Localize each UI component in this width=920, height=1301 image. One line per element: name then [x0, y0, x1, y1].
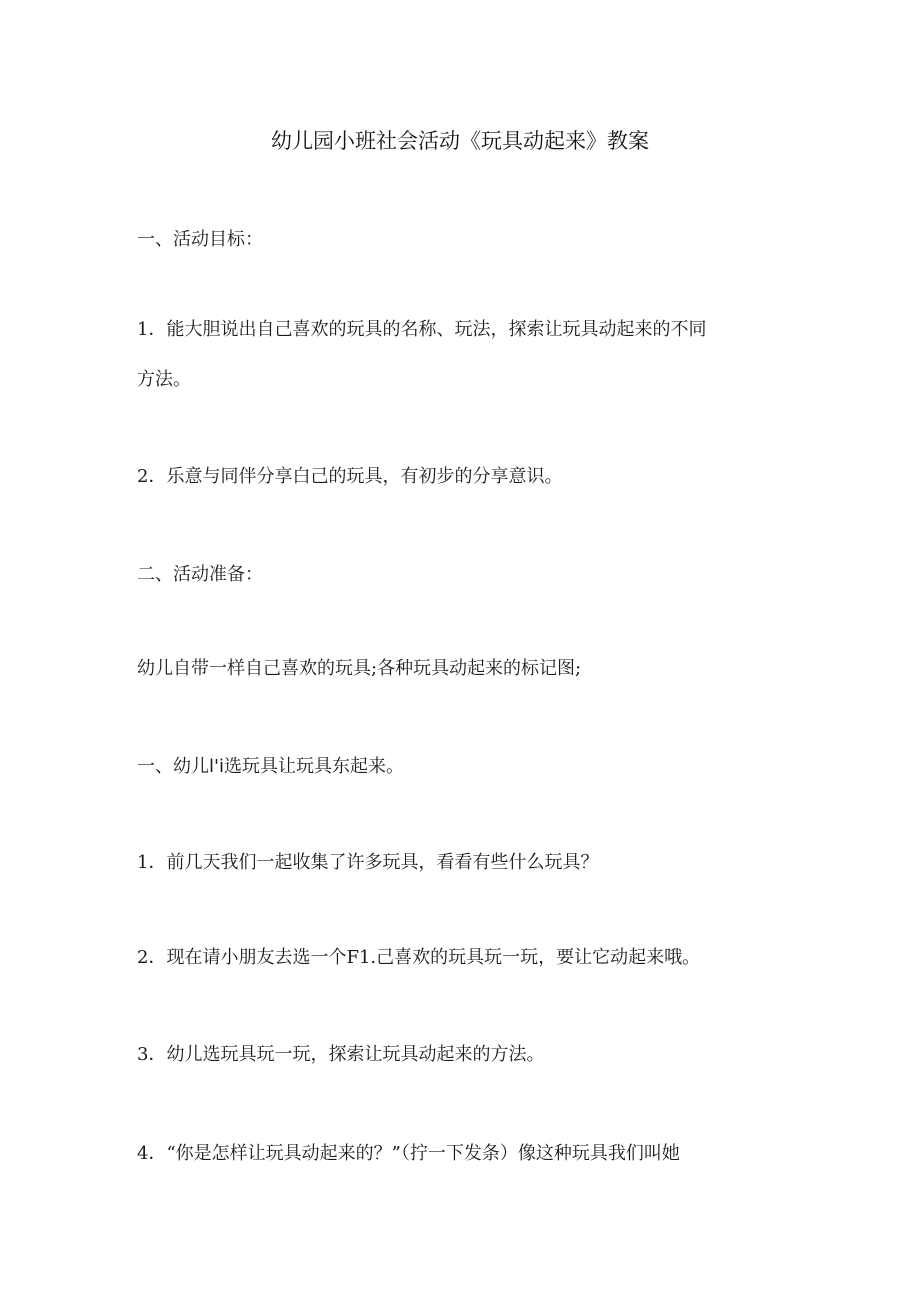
section-heading-activity: 一、幼儿l'i选玩具让玩具东起来。 — [137, 756, 404, 777]
document-title: 幼儿园小班社会活动《玩具动起来》教案 — [271, 129, 649, 153]
paragraph-line: 1．前几天我们一起收集了许多玩具，看看有些什么玩具？ — [137, 852, 599, 873]
paragraph-line: 幼儿自带一样自己喜欢的玩具;各种玩具动起来的标记图; — [137, 658, 582, 679]
paragraph-line: 3．幼儿选玩具玩一玩，探索让玩具动起来的方法。 — [137, 1044, 545, 1065]
paragraph-line: 2．现在请小朋友去选一个F1.己喜欢的玩具玩一玩，要让它动起来哦。 — [137, 947, 701, 968]
section-heading-goals: 一、活动目标： — [137, 229, 263, 250]
paragraph-line: 4．“你是怎样让玩具动起来的？”（拧一下发条）像这种玩具我们叫她 — [137, 1143, 680, 1164]
paragraph-line: 2．乐意与同伴分享白己的玩具，有初步的分享意识。 — [137, 466, 563, 487]
paragraph-line: 1．能大胆说出自己喜欢的玩具的名称、玩法，探索让玩具动起来的不同 — [137, 319, 707, 340]
paragraph-line: 方法。 — [137, 369, 191, 390]
section-heading-preparation: 二、活动准备： — [137, 564, 263, 585]
